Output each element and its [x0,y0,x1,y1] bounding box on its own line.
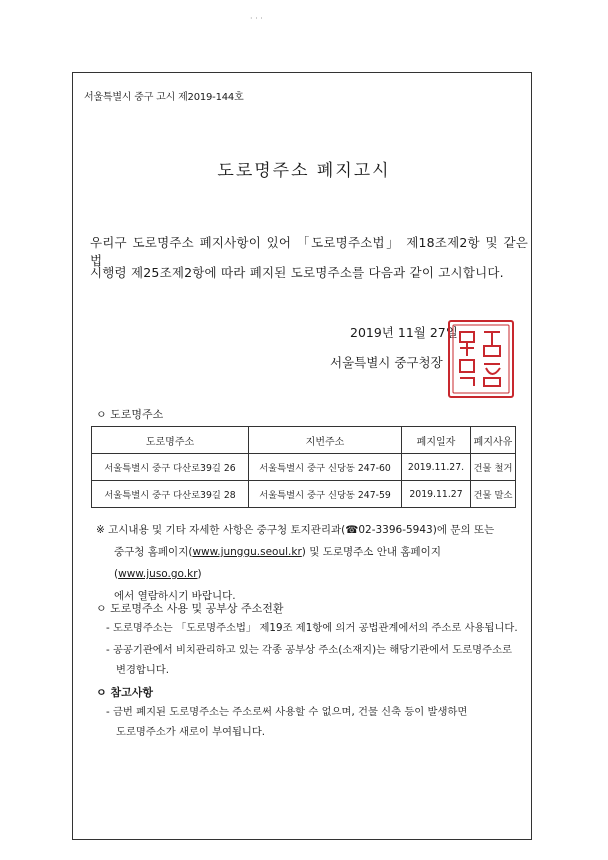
section-road-address-heading: ㅇ 도로명주소 [96,408,164,421]
road-address-table [91,426,516,508]
section-reference-heading: ㅇ 참고사항 [96,686,153,699]
table-cell: 2019.11.27 [402,481,471,508]
table-cell: 서울특별시 중구 신당동 247-60 [249,454,402,481]
conversion-item-2 [106,640,526,680]
table-cell: 건물 말소 [471,481,516,508]
table-cell: 건물 철거 [471,454,516,481]
reference-item-1 [106,702,526,742]
reference-item-1-line-a: - 금번 폐지된 도로명주소는 주소로써 사용할 수 없으며, 건물 신축 등이 발생하면 [106,706,468,718]
issuer-name: 서울특별시 중구청장 [330,355,443,370]
body-line-1: 우리구 도로명주소 폐지사항이 있어 「도로명주소법」 제18조제2항 및 같은 법 [90,235,528,268]
column-header: 폐지일자 [402,427,471,454]
table-row [92,454,516,481]
note-text: 중구청 홈페이지( [114,546,193,558]
table-cell: 서울특별시 중구 신당동 247-59 [249,481,402,508]
page-title: 도로명주소 폐지고시 [217,161,391,181]
inquiry-note [96,519,526,607]
note-line-3: 에서 열람하시기 바랍니다. [114,590,236,602]
table-cell: 서울특별시 중구 다산로39길 26 [92,454,249,481]
notice-number: 서울특별시 중구 고시 제2019-144호 [84,92,244,103]
note-line-2 [96,541,526,585]
juso-homepage-link[interactable]: www.juso.go.kr [118,568,198,580]
section-conversion-heading: ㅇ 도로명주소 사용 및 공부상 주소전환 [96,602,284,615]
table-header-row [92,427,516,454]
column-header: 도로명주소 [92,427,249,454]
table-row [92,481,516,508]
conversion-item-2-line-a: - 공공기관에서 비치관리하고 있는 각종 공부상 주소(소재지)는 해당기관에서 도로명주소로 [106,644,512,656]
issue-date: 2019년 11월 27일 [350,325,458,340]
note-text: ) [197,568,202,580]
reference-item-1-line-b: 도로명주소가 새로이 부여됩니다. [116,726,266,738]
note-line-1: ※ 고시내용 및 기타 자세한 사항은 중구청 토지관리과(☎02-3396-5943)에 문의 또는 [96,524,495,536]
column-header: 폐지사유 [471,427,516,454]
scan-marks: · · · [250,14,263,23]
table-cell: 2019.11.27. [402,454,471,481]
body-line-2: 시행령 제25조제2항에 따라 폐지된 도로명주소를 다음과 같이 고시합니다. [90,265,504,280]
column-header: 지번주소 [249,427,402,454]
official-seal-icon [446,318,516,400]
conversion-item-2-line-b: 변경합니다. [116,664,170,676]
note-text: ) 및 도로명주소 안내 홈페이지( [114,546,441,580]
table-cell: 서울특별시 중구 다산로39길 28 [92,481,249,508]
conversion-item-1: - 도로명주소는 「도로명주소법」 제19조 제1항에 의거 공법관계에서의 주소로 사용됩니다. [106,622,518,634]
junggu-homepage-link[interactable]: www.junggu.seoul.kr [192,546,302,558]
